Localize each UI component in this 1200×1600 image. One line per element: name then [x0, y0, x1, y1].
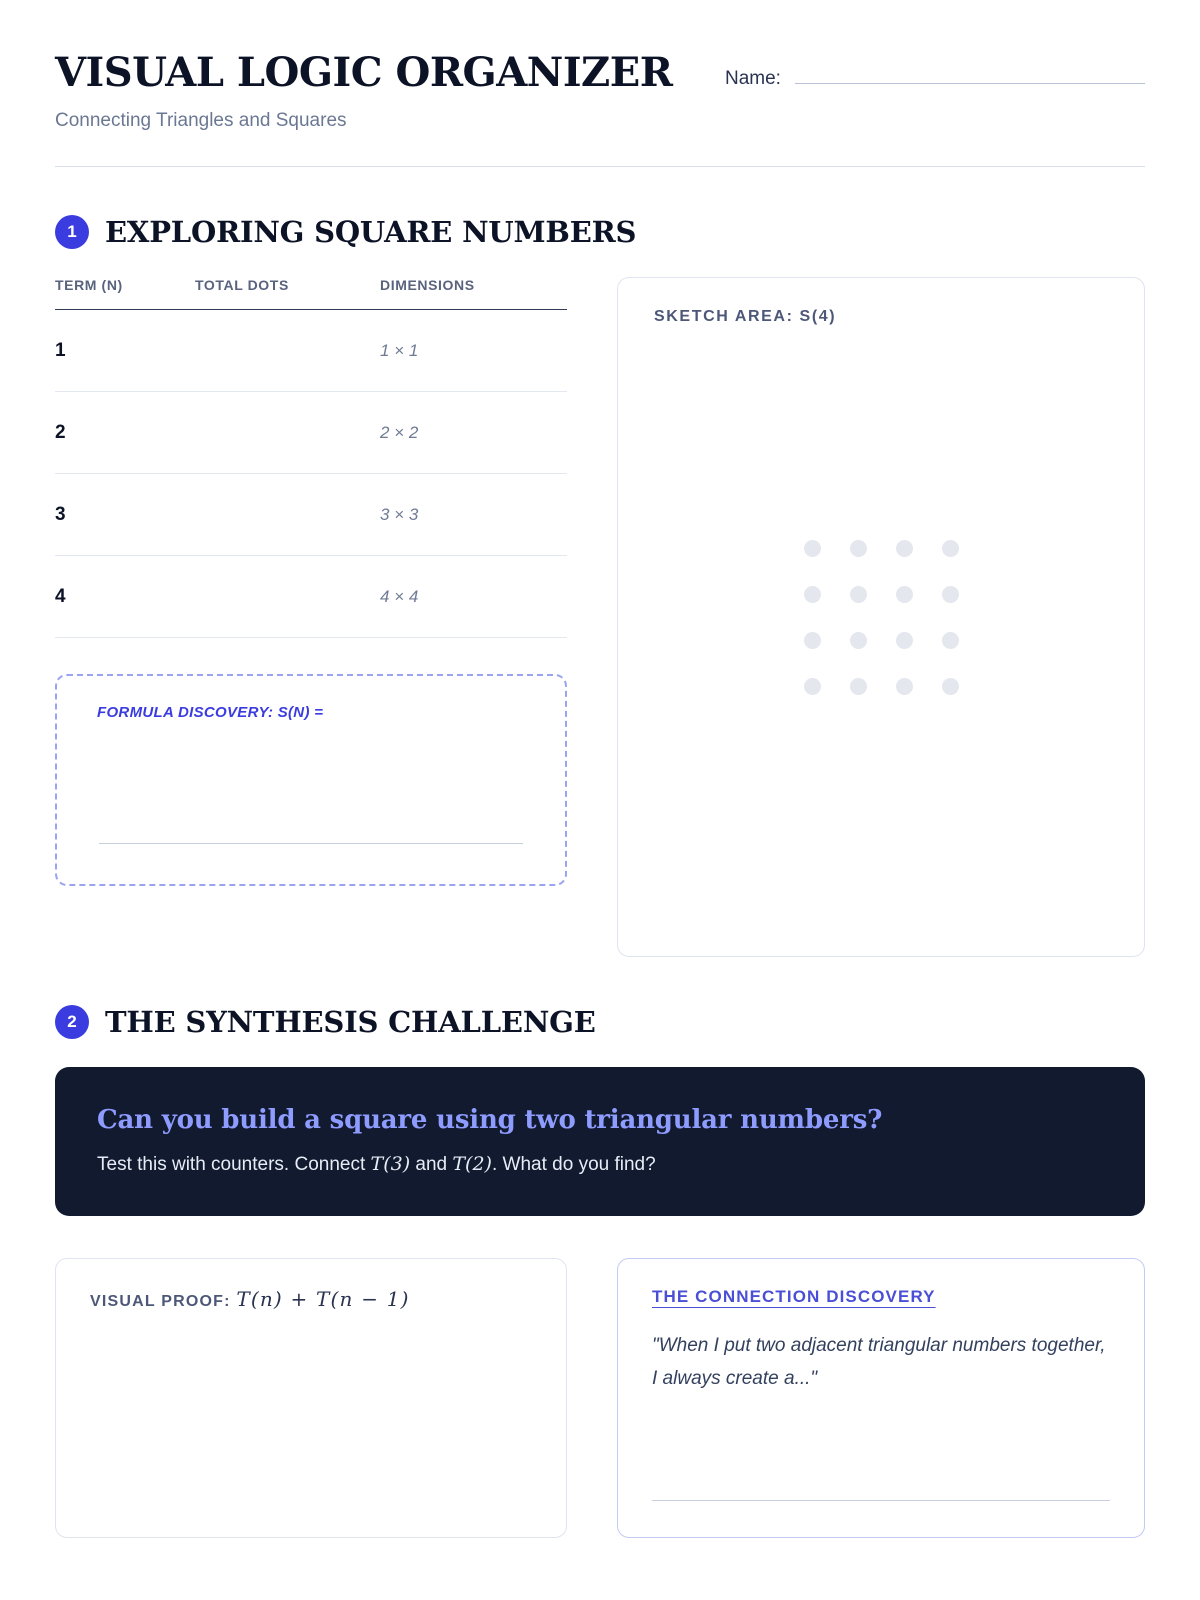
cell-dimensions: 4 × 4	[380, 556, 567, 638]
terms-table	[55, 277, 567, 638]
challenge-card	[55, 1067, 1145, 1216]
page-subtitle: Connecting Triangles and Squares	[55, 110, 347, 131]
sketch-area-panel[interactable]	[617, 277, 1145, 957]
visual-proof-label	[90, 1287, 532, 1311]
name-input-line[interactable]	[795, 64, 1145, 84]
cell-total-dots[interactable]	[195, 474, 380, 556]
section-1-title: EXPLORING SQUARE NUMBERS	[105, 215, 637, 249]
section-1-badge: 1	[55, 215, 89, 249]
dot	[896, 540, 913, 557]
visual-proof-expression: T(n) + T(n − 1)	[236, 1287, 410, 1311]
section-2-title: THE SYNTHESIS CHALLENGE	[105, 1005, 596, 1039]
name-field[interactable]	[725, 50, 1145, 90]
cell-dimensions: 2 × 2	[380, 392, 567, 474]
name-label: Name:	[725, 68, 781, 89]
connection-discovery-title: THE CONNECTION DISCOVERY	[652, 1287, 936, 1306]
connection-discovery-box[interactable]	[617, 1258, 1145, 1538]
visual-proof-label-text: VISUAL PROOF:	[90, 1293, 231, 1310]
column-header-term: TERM (N)	[55, 277, 123, 293]
challenge-question: Can you build a square using two triangular numbers?	[97, 1105, 883, 1135]
dot	[804, 632, 821, 649]
challenge-instruction-mid: and	[410, 1154, 453, 1175]
visual-proof-box[interactable]	[55, 1258, 567, 1538]
dot	[942, 540, 959, 557]
dot	[896, 678, 913, 695]
section-2-body	[55, 1258, 1145, 1538]
section-1-heading	[55, 215, 1145, 249]
challenge-instruction-suffix: . What do you find?	[491, 1154, 656, 1175]
cell-term: 3	[55, 474, 195, 556]
table-header-row	[55, 277, 567, 310]
challenge-instruction-prefix: Test this with counters. Connect	[97, 1154, 371, 1175]
formula-discovery-label: FORMULA DISCOVERY: S(N) =	[97, 704, 324, 721]
page-title: VISUAL LOGIC ORGANIZER	[55, 49, 673, 96]
dot	[942, 586, 959, 603]
column-header-total-dots: TOTAL DOTS	[195, 277, 289, 293]
dot	[896, 586, 913, 603]
table-row	[55, 474, 567, 556]
formula-discovery-box[interactable]	[55, 674, 567, 886]
cell-total-dots[interactable]	[195, 556, 380, 638]
dot-grid	[789, 525, 973, 709]
column-header-dimensions: DIMENSIONS	[380, 277, 475, 293]
cell-dimensions: 3 × 3	[380, 474, 567, 556]
dot	[896, 632, 913, 649]
formula-answer-line[interactable]	[99, 843, 523, 844]
dot	[850, 678, 867, 695]
cell-term: 2	[55, 392, 195, 474]
section-2-heading	[55, 1005, 1145, 1039]
sketch-area-label: SKETCH AREA: S(4)	[654, 308, 837, 325]
cell-total-dots[interactable]	[195, 392, 380, 474]
section-1-body	[55, 277, 1145, 957]
connection-discovery-quote: "When I put two adjacent triangular numbers together, I always create a..."	[652, 1335, 1106, 1390]
challenge-math-t2: T(2)	[452, 1153, 492, 1175]
connection-discovery-answer-line[interactable]	[652, 1500, 1110, 1501]
page-header	[55, 50, 1145, 132]
section-2-badge: 2	[55, 1005, 89, 1039]
dot	[850, 586, 867, 603]
table-row	[55, 556, 567, 638]
cell-dimensions: 1 × 1	[380, 310, 567, 392]
dot	[850, 632, 867, 649]
challenge-math-t3: T(3)	[370, 1153, 411, 1175]
challenge-instruction	[97, 1153, 1103, 1176]
dot	[804, 586, 821, 603]
header-divider	[55, 166, 1145, 167]
table-row	[55, 310, 567, 392]
dot	[804, 678, 821, 695]
title-block	[55, 50, 672, 132]
cell-term: 1	[55, 310, 195, 392]
cell-term: 4	[55, 556, 195, 638]
dot	[942, 678, 959, 695]
table-row	[55, 392, 567, 474]
dot	[942, 632, 959, 649]
terms-table-column	[55, 277, 567, 886]
cell-total-dots[interactable]	[195, 310, 380, 392]
dot	[804, 540, 821, 557]
dot	[850, 540, 867, 557]
